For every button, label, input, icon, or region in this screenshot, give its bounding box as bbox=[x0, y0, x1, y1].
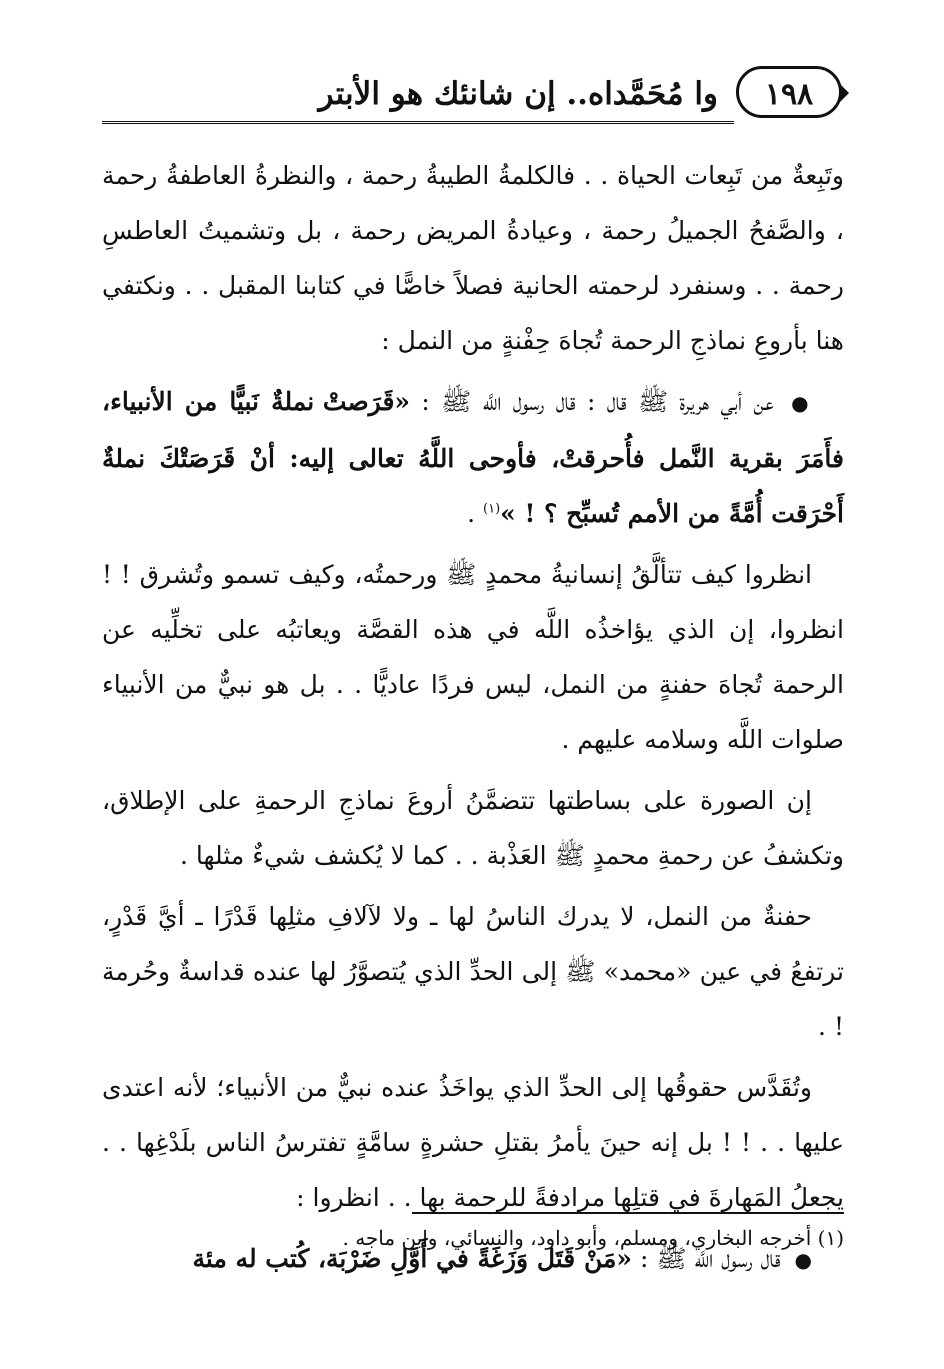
paragraph: وتُقَدَّس حقوقُها إلى الحدِّ الذي يواخَذُ عنده نبيٌّ من الأنبياء؛ لأنه اعتدى عليها . . ! ! بل إنه حينَ يأمرُ بقتلِ حشرةٍ سامَّةٍ تفترسُ الناس بلَدْغِها . . يجعلُ المَهارةَ في قتلِها مرادفةً للرحمة بها . . انظروا : bbox=[102, 1073, 844, 1212]
footnote-rule bbox=[412, 1212, 844, 1214]
hadith-paragraph bbox=[102, 374, 844, 541]
hadith-text: «مَنْ قَتَل وَزَغَةً في أَوَّلِ ضَرْبَة، كُتب له مئة bbox=[192, 1244, 633, 1273]
page-header bbox=[102, 62, 842, 130]
footnote-ref: (١) bbox=[483, 501, 501, 517]
paragraph-end: . bbox=[467, 499, 484, 528]
running-title: وا مُحَمَّداه.. إن شانئك هو الأبتر bbox=[318, 76, 718, 112]
paragraph: إن الصورة على بساطتها تتضمَّنُ أروعَ نماذجِ الرحمةِ على الإطلاق، وتكشفُ عن رحمةِ محمدٍ ﷺ العَذْبة . . كما لا يُكشف شيءٌ مثلها . bbox=[102, 786, 844, 870]
header-rule bbox=[102, 121, 734, 124]
bullet-icon: ● bbox=[791, 391, 813, 415]
main-text bbox=[102, 148, 844, 1288]
page-number: ١٩٨ bbox=[736, 66, 842, 118]
hadith-lead: عن أبي هريرة ﷺ قال : قال رسول اللَّه ﷺ : bbox=[421, 387, 774, 416]
bullet-icon: ● bbox=[794, 1248, 812, 1272]
paragraph: وتَبِعةٌ من تَبِعات الحياة . . فالكلمةُ الطيبةُ رحمة ، والنظرةُ العاطفةُ رحمة ، والصَّفحُ الجميلُ رحمة ، وعيادةُ المريض رحمة ، بل وتشميتُ العاطسِ رحمة . . وسنفرد لرحمته الحانية فصلاً خاصًّا في كتابنا المقبل . . ونكتفي هنا بأروعِ نماذجِ الرحمة تُجاهَ حِفْنةٍ من النمل : bbox=[102, 161, 844, 355]
hadith-lead: قال رسول اللَّه ﷺ : bbox=[639, 1244, 781, 1273]
footnote: (١) أخرجه البخاري، ومسلم، وأبو داود، والنسائي، وابن ماجه . bbox=[342, 1226, 844, 1250]
paragraph: حفنةٌ من النمل، لا يدرك الناسُ لها ـ ولا لآلافِ مثلِها قَدْرًا ـ أيَّ قَدْرٍ، ترتفعُ في عين «محمد» ﷺ إلى الحدِّ الذي يُتصوَّرُ لها عنده قداسةٌ وحُرمة ! . bbox=[102, 902, 844, 1041]
hadith-text: «قَرَصتْ نملةٌ نَبيًّا من الأنبياء، فأَمَرَ بقرية النَّمل فأُحرقتْ، فأوحى اللَّهُ تعالى إليه: أنْ قَرَصَتْكَ نملةٌ أَحْرَقت أُمَّةً من الأمم تُسبِّح ؟ ! » bbox=[102, 387, 844, 528]
paragraph: انظروا كيف تتألَّقُ إنسانيةُ محمدٍ ﷺ ورحمتُه، وكيف تسمو وتُشرق ! ! انظروا، إن الذي يؤاخذُه اللَّه في هذه القصَّة ويعاتبُه على تخلِّيه عن الرحمة تُجاهَ حفنةٍ من النمل، ليس فردًا عاديًّا . . بل هو نبيٌّ من الأنبياء صلوات اللَّه وسلامه عليهم . bbox=[102, 560, 844, 754]
